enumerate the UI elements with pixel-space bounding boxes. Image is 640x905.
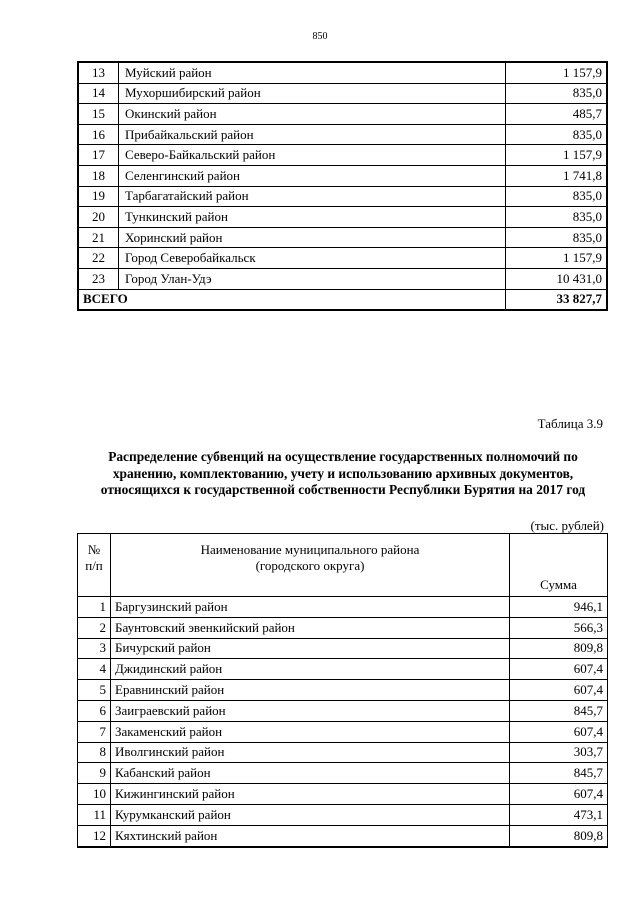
row-number: 6: [78, 700, 111, 721]
table-row: [78, 763, 608, 784]
row-number: 4: [78, 659, 111, 680]
row-name: Северо-Байкальский район: [119, 145, 506, 166]
header-name-line2: (городского округа): [255, 558, 365, 573]
row-value: 607,4: [510, 659, 608, 680]
row-value: 835,0: [506, 227, 608, 248]
row-number: 19: [78, 186, 119, 207]
row-name: Курумканский район: [111, 804, 510, 825]
row-name: Прибайкальский район: [119, 124, 506, 145]
row-number: 2: [78, 617, 111, 638]
row-number: 8: [78, 742, 111, 763]
table-row: [78, 721, 608, 742]
row-name: Иволгинский район: [111, 742, 510, 763]
header-number-line2: п/п: [85, 558, 103, 573]
table-row: [78, 597, 608, 618]
row-value: 1 157,9: [506, 145, 608, 166]
row-number: 10: [78, 784, 111, 805]
row-name: Город Улан-Удэ: [119, 268, 506, 289]
table-row: [78, 268, 607, 289]
row-value: 607,4: [510, 721, 608, 742]
row-value: 845,7: [510, 763, 608, 784]
row-number: 12: [78, 825, 111, 846]
table-row: [78, 165, 607, 186]
row-name: Бичурский район: [111, 638, 510, 659]
row-value: 809,8: [510, 825, 608, 846]
table-row: [78, 804, 608, 825]
row-name: Хоринский район: [119, 227, 506, 248]
row-value: 303,7: [510, 742, 608, 763]
row-number: 22: [78, 248, 119, 269]
row-name: Город Северобайкальск: [119, 248, 506, 269]
table-row: [78, 207, 607, 228]
row-number: 3: [78, 638, 111, 659]
total-label: ВСЕГО: [78, 289, 506, 310]
total-value: 33 827,7: [506, 289, 608, 310]
table-row: [78, 680, 608, 701]
row-name: Мухоршибирский район: [119, 83, 506, 104]
row-value: 607,4: [510, 784, 608, 805]
row-value: 1 157,9: [506, 248, 608, 269]
row-number: 14: [78, 83, 119, 104]
row-number: 23: [78, 268, 119, 289]
table-caption: Таблица 3.9: [537, 416, 603, 431]
table-row: [78, 638, 608, 659]
row-value: 1 741,8: [506, 165, 608, 186]
row-value: 566,3: [510, 617, 608, 638]
row-name: Селенгинский район: [119, 165, 506, 186]
table-row: [78, 227, 607, 248]
row-number: 17: [78, 145, 119, 166]
table-row: [78, 104, 607, 125]
table-row: [78, 742, 608, 763]
row-value: 1 157,9: [506, 62, 608, 83]
row-name: Кижингинский район: [111, 784, 510, 805]
table-row: [78, 825, 608, 846]
row-number: 7: [78, 721, 111, 742]
row-number: 5: [78, 680, 111, 701]
header-name-line1: Наименование муниципального района: [200, 542, 420, 557]
header-number-line1: №: [87, 542, 101, 557]
row-name: Закаменский район: [111, 721, 510, 742]
row-name: Джидинский район: [111, 659, 510, 680]
subvention-table-continued: [77, 61, 608, 311]
total-row: [78, 289, 607, 310]
row-value: 835,0: [506, 207, 608, 228]
row-name: Окинский район: [119, 104, 506, 125]
row-name: Еравнинский район: [111, 680, 510, 701]
row-number: 1: [78, 597, 111, 618]
row-number: 13: [78, 62, 119, 83]
row-value: 485,7: [506, 104, 608, 125]
header-sum: Сумма: [510, 534, 608, 597]
row-number: 21: [78, 227, 119, 248]
row-number: 18: [78, 165, 119, 186]
row-number: 11: [78, 804, 111, 825]
table-row: [78, 124, 607, 145]
table-row: [78, 659, 608, 680]
row-value: 607,4: [510, 680, 608, 701]
row-value: 809,8: [510, 638, 608, 659]
row-number: 16: [78, 124, 119, 145]
table-row: [78, 248, 607, 269]
row-name: Кабанский район: [111, 763, 510, 784]
table-row: [78, 186, 607, 207]
table-row: [78, 784, 608, 805]
header-name: [111, 534, 510, 597]
row-number: 15: [78, 104, 119, 125]
row-number: 20: [78, 207, 119, 228]
row-name: Кяхтинский район: [111, 825, 510, 846]
table-row: [78, 145, 607, 166]
row-name: Тарбагатайский район: [119, 186, 506, 207]
row-value: 835,0: [506, 124, 608, 145]
page-number: 850: [312, 31, 328, 42]
table-row: [78, 83, 607, 104]
table-row: [78, 62, 607, 83]
row-value: 845,7: [510, 700, 608, 721]
units-label: (тыс. рублей): [530, 518, 604, 533]
table-header-row: [78, 534, 608, 597]
row-value: 946,1: [510, 597, 608, 618]
table-title: Распределение субвенций на осуществление государственных полномочий по хранению, комплектованию, учету и использованию архивных документов, относящихся к государственной собственности Республики Бурятия на 2017 год: [100, 449, 586, 497]
archive-subvention-table: [77, 533, 608, 848]
row-value: 473,1: [510, 804, 608, 825]
row-name: Баунтовский эвенкийский район: [111, 617, 510, 638]
table-row: [78, 617, 608, 638]
header-number: [78, 534, 111, 597]
table-row: [78, 700, 608, 721]
row-number: 9: [78, 763, 111, 784]
row-name: Заиграевский район: [111, 700, 510, 721]
row-name: Тункинский район: [119, 207, 506, 228]
row-value: 835,0: [506, 83, 608, 104]
row-value: 835,0: [506, 186, 608, 207]
row-value: 10 431,0: [506, 268, 608, 289]
row-name: Муйский район: [119, 62, 506, 83]
row-name: Баргузинский район: [111, 597, 510, 618]
